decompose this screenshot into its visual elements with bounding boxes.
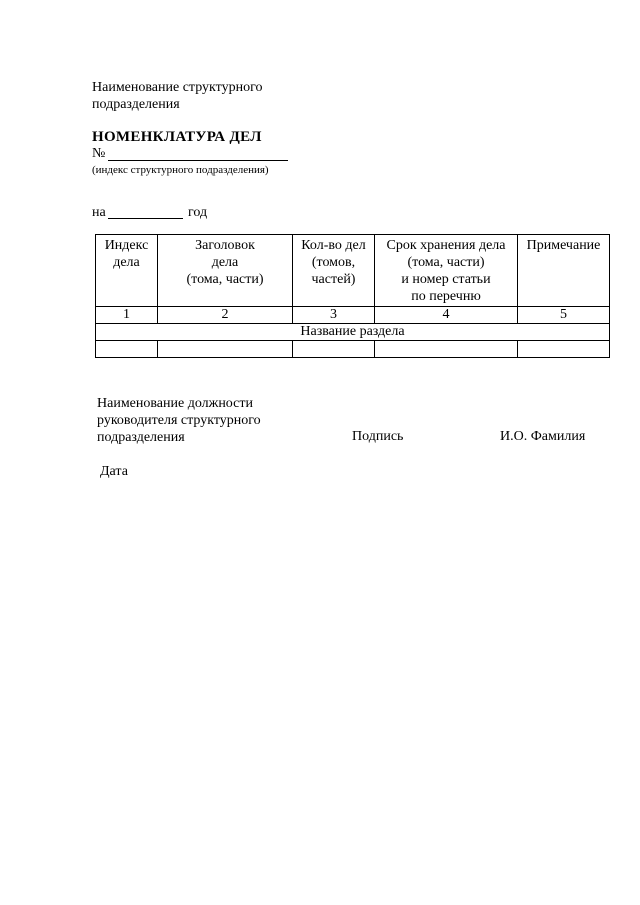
- empty-cell: [518, 341, 610, 358]
- empty-cell: [96, 341, 158, 358]
- column-number: 1: [96, 307, 158, 324]
- column-number: 2: [158, 307, 293, 324]
- column-number: 5: [518, 307, 610, 324]
- empty-cell: [293, 341, 375, 358]
- header-cell-retention: Срок хранения дела (тома, части) и номер статьи по перечню: [375, 235, 518, 307]
- year-suffix: год: [188, 205, 208, 220]
- header-cell-count: Кол-во дел (томов, частей): [293, 235, 375, 307]
- year-fill-line: [108, 218, 183, 219]
- number-label: №: [92, 146, 106, 161]
- empty-cell: [158, 341, 293, 358]
- document-title: НОМЕНКЛАТУРА ДЕЛ: [92, 129, 262, 145]
- header-cell-index: Индекс дела: [96, 235, 158, 307]
- section-title: Название раздела: [96, 324, 610, 341]
- department-name-line2: подразделения: [92, 97, 180, 112]
- table-row: [96, 341, 610, 358]
- header-cell-note: Примечание: [518, 235, 610, 307]
- signature-label: Подпись: [352, 429, 404, 444]
- section-row: [96, 324, 610, 341]
- date-label: Дата: [100, 464, 128, 479]
- number-fill-line: [108, 160, 288, 161]
- column-number-row: [96, 307, 610, 324]
- department-name: [92, 79, 312, 113]
- name-label: И.О. Фамилия: [500, 429, 586, 444]
- column-number: 3: [293, 307, 375, 324]
- index-hint: (индекс структурного подразделения): [92, 164, 269, 176]
- position-title: Наименование должности руководителя структурного подразделения: [97, 396, 261, 445]
- year-prefix: на: [92, 205, 106, 220]
- department-name-line1: Наименование структурного: [92, 80, 263, 95]
- header-cell-title: Заголовок дела (тома, части): [158, 235, 293, 307]
- table-header-row: [96, 235, 610, 307]
- nomenclature-table: [95, 234, 610, 358]
- empty-cell: [375, 341, 518, 358]
- column-number: 4: [375, 307, 518, 324]
